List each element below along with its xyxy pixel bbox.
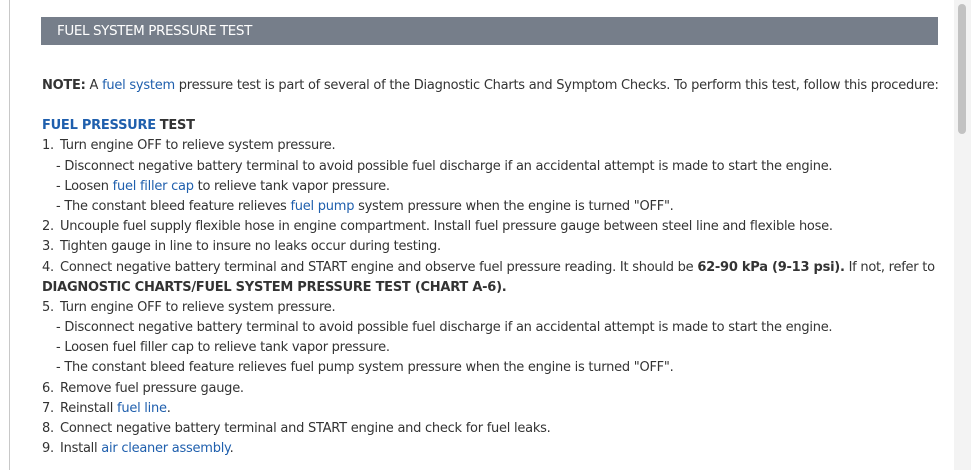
step-5-substep-3 [42, 358, 947, 378]
fuel-line-link[interactable]: fuel line [117, 400, 167, 416]
fuel-pressure-link[interactable]: FUEL PRESSURE [42, 118, 156, 134]
step-9 [42, 439, 947, 459]
section-header-title: FUEL SYSTEM PRESSURE TEST [57, 23, 252, 39]
step-number: 8. [42, 421, 54, 436]
step-text-pre: Reinstall [60, 400, 114, 416]
fuel-filler-cap-link[interactable]: fuel filler cap [112, 178, 194, 194]
step-3 [42, 237, 947, 257]
document-body [42, 76, 947, 459]
step-8 [42, 419, 947, 439]
step-4-continuation [42, 278, 947, 298]
substep-text: - Disconnect negative battery terminal to avoid possible fuel discharge if an accidental attempt is made to start the engine. [56, 320, 833, 336]
step-number: 6. [42, 380, 54, 396]
step-text: Connect negative battery terminal and START engine and check for fuel leaks. [60, 421, 551, 436]
substep-text-pre: - The constant bleed feature relieves [56, 198, 287, 214]
section-header [41, 17, 938, 45]
step-1-substep-3 [42, 197, 947, 217]
step-7 [42, 399, 947, 419]
note-label: NOTE: [42, 78, 86, 93]
step-text: Tighten gauge in line to insure no leaks occur during testing. [60, 239, 441, 255]
step-text: Remove fuel pressure gauge. [60, 380, 244, 396]
step-text-pre: Install [60, 441, 98, 457]
step-4 [42, 258, 947, 278]
pressure-spec: 62-90 kPa (9-13 psi). [697, 259, 845, 275]
step-text: Uncouple fuel supply flexible hose in engine compartment. Install fuel pressure gauge between steel line and flexible hose. [60, 219, 833, 235]
step-number: 3. [42, 239, 54, 255]
chart-reference: DIAGNOSTIC CHARTS/FUEL SYSTEM PRESSURE TEST (CHART A-6). [42, 279, 507, 295]
step-5-substep-2 [42, 338, 947, 358]
substep-text: - Disconnect negative battery terminal to avoid possible fuel discharge if an accidental attempt is made to start the engine. [56, 158, 833, 174]
step-1 [42, 136, 947, 156]
note-paragraph [42, 76, 947, 96]
spacer [42, 96, 947, 116]
step-text: Turn engine OFF to relieve system pressure. [60, 299, 336, 315]
step-number: 7. [42, 400, 54, 416]
substep-text: - Loosen fuel filler cap to relieve tank vapor pressure. [56, 340, 390, 356]
note-text-post: pressure test is part of several of the Diagnostic Charts and Symptom Checks. To perform this test, follow this procedure: [178, 78, 939, 93]
step-text-post: . [166, 400, 171, 416]
fuel-system-link[interactable]: fuel system [102, 78, 175, 93]
scrollbar-thumb[interactable] [958, 4, 966, 134]
substep-text-post: system pressure when the engine is turned "OFF". [358, 198, 674, 214]
step-2 [42, 217, 947, 237]
step-text-post: . [229, 441, 234, 457]
step-5-substep-1 [42, 318, 947, 338]
step-6 [42, 379, 947, 399]
note-text-pre: A [89, 78, 99, 93]
step-1-substep-1 [42, 157, 947, 177]
substep-text-pre: - Loosen [56, 178, 109, 194]
step-text-post: If not, refer to [848, 259, 935, 275]
subsection-title-rest: TEST [159, 118, 195, 134]
subsection-title [42, 116, 947, 136]
step-1-substep-2 [42, 177, 947, 197]
fuel-pump-link[interactable]: fuel pump [290, 198, 355, 214]
substep-text-post: to relieve tank vapor pressure. [197, 178, 390, 194]
substep-text: - The constant bleed feature relieves fuel pump system pressure when the engine is turned "OFF". [56, 360, 674, 376]
step-number: 2. [42, 219, 54, 235]
step-5 [42, 298, 947, 318]
air-cleaner-assembly-link[interactable]: air cleaner assembly [101, 441, 230, 457]
step-number: 1. [42, 138, 54, 154]
step-text: Turn engine OFF to relieve system pressure. [60, 138, 336, 154]
step-number: 5. [42, 299, 54, 315]
step-number: 9. [42, 441, 54, 457]
step-number: 4. [42, 259, 54, 275]
step-text-pre: Connect negative battery terminal and START engine and observe fuel pressure reading. It should be [60, 259, 694, 275]
